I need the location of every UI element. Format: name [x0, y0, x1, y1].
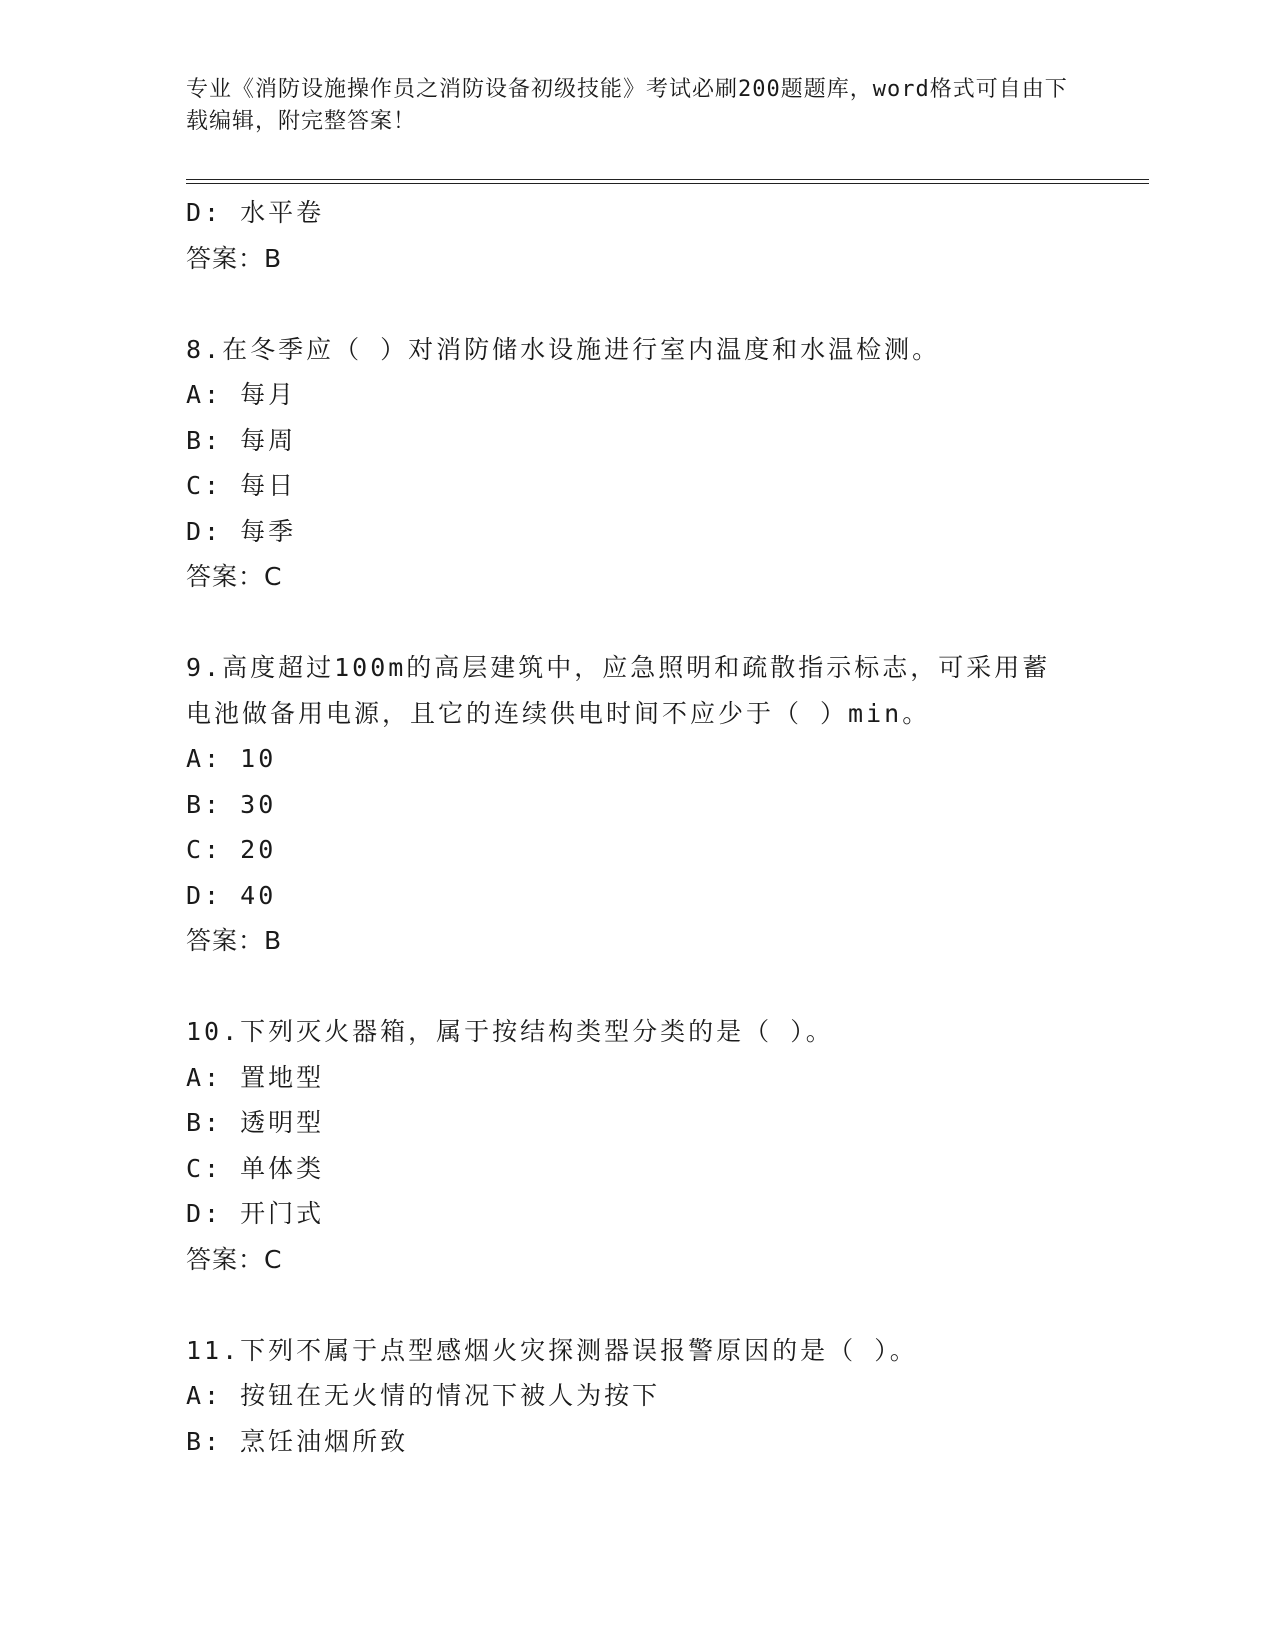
option-c: C: 单体类	[186, 1153, 325, 1183]
option-b: B: 透明型	[186, 1108, 325, 1137]
answer-line: 答案：C	[186, 562, 283, 591]
question-list	[186, 190, 1086, 1464]
answer-line: 答案：B	[186, 926, 283, 955]
option-b: B: 烹饪油烟所致	[186, 1426, 409, 1456]
question-text-line-1: 9.高度超过100m的高层建筑中，应急照明和疏散指示标志，可采用蓄	[186, 653, 1051, 682]
question-11	[186, 1328, 1086, 1465]
previous-question-tail	[186, 190, 1086, 281]
answer-line: 答案：B	[186, 243, 283, 273]
option-a: A: 按钮在无火情的情况下被人为按下	[186, 1381, 661, 1410]
question-8	[186, 327, 1086, 600]
question-text: 10.下列灭火器箱，属于按结构类型分类的是（ ）。	[186, 1017, 834, 1046]
option-c: C: 20	[186, 835, 277, 864]
header-rule-bottom	[186, 183, 1149, 184]
option-a: A: 置地型	[186, 1062, 325, 1092]
option-b: B: 每周	[186, 425, 297, 455]
option-c: C: 每日	[186, 471, 297, 500]
question-text-line-2: 电池做备用电源，且它的连续供电时间不应少于（ ）min。	[186, 698, 931, 728]
option-a: A: 每月	[186, 380, 297, 409]
question-text: 8.在冬季应（ ）对消防储水设施进行室内温度和水温检测。	[186, 334, 941, 364]
option-d: D: 40	[186, 880, 277, 910]
question-9	[186, 645, 1086, 964]
option-a: A: 10	[186, 744, 277, 773]
option-d: D: 水平卷	[186, 198, 325, 227]
answer-line: 答案：C	[186, 1244, 283, 1274]
question-10	[186, 1009, 1086, 1282]
option-d: D: 每季	[186, 516, 297, 546]
option-d: D: 开门式	[186, 1199, 325, 1228]
header-rule-top	[186, 179, 1149, 180]
document-header: 专业《消防设施操作员之消防设备初级技能》考试必刷200题题库，word格式可自由下载编辑，附完整答案！	[186, 77, 1068, 134]
option-b: B: 30	[186, 789, 277, 819]
question-text: 11.下列不属于点型感烟火灾探测器误报警原因的是（ ）。	[186, 1335, 918, 1365]
